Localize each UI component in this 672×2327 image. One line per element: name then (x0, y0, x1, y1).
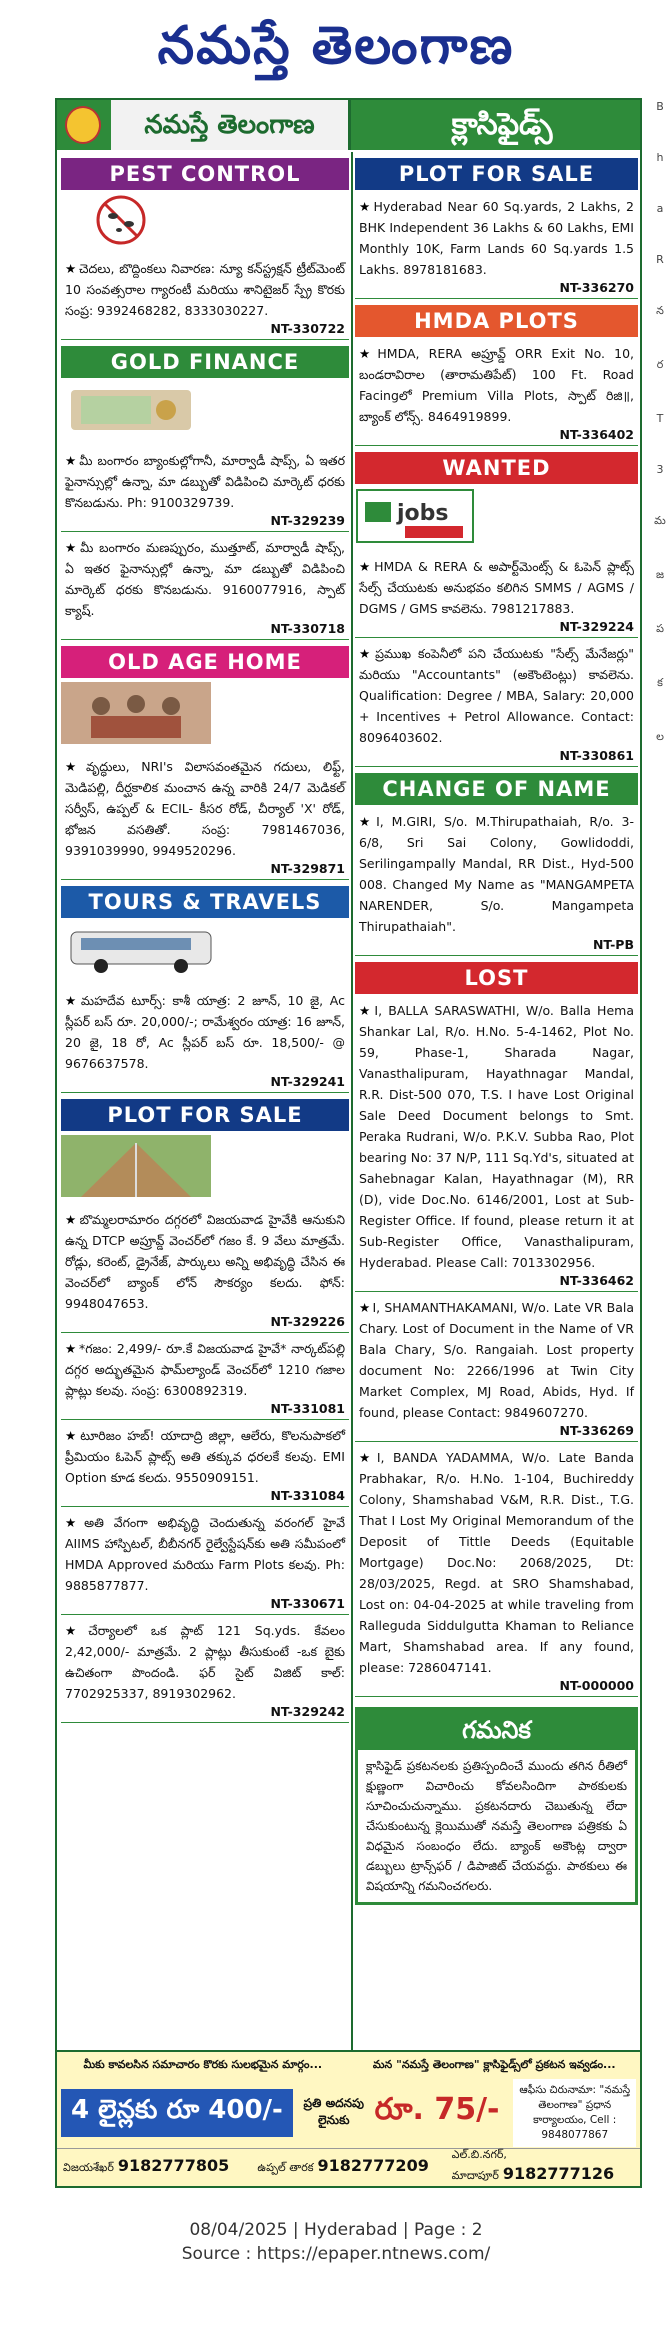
ad-reference: NT-329224 (355, 619, 638, 638)
tariff-tagline-right: మన "నమస్తే తెలంగాణ" క్లాసిఫైడ్స్‌లో ప్రకటన ఇవ్వడం... (372, 2058, 616, 2071)
page-source-line: Source : https://epaper.ntnews.com/ (181, 2244, 491, 2264)
classified-ad (355, 194, 638, 280)
ad-text: Hyderabad Near 60 Sq.yards, 2 Lakhs, 2 BHK Independent 36 Lakhs & 60 Lakhs, EMI Monthly 10K, Farm Lands 60 Sq.yards 1.5 Lakhs. 8978181683. (359, 199, 634, 277)
ad-text: అతి వేగంగా అభివృద్ధి చెందుతున్న వరంగల్ హైవే AIIMS హాస్పిటల్, బీబీనగర్ రైల్వేస్టేషన్‌కు అతి సమీపంలో HMDA Approved మరియు Farm Plots కలవు. Ph: 9885877877. (65, 1515, 345, 1593)
classified-ad (61, 988, 349, 1074)
section-heading: CHANGE OF NAME (355, 773, 638, 805)
classified-ad (61, 1510, 349, 1596)
right-column (355, 152, 638, 1905)
edge-letter: R (656, 253, 664, 266)
ad-reference: NT-329871 (61, 861, 349, 880)
ad-reference: NT-330718 (61, 621, 349, 640)
star-icon: ★ (359, 1300, 371, 1315)
page-info (0, 2218, 672, 2266)
ad-reference: NT-331084 (61, 1488, 349, 1507)
ad-reference: NT-336402 (355, 427, 638, 446)
ad-reference: NT-000000 (355, 1678, 638, 1697)
section-heading: OLD AGE HOME (61, 646, 349, 678)
edge-letter: క (657, 676, 663, 689)
contact-2: ఉప్పల్ తారక 9182777209 (257, 2156, 429, 2175)
star-icon: ★ (359, 199, 372, 214)
section-heading: HMDA PLOTS (355, 305, 638, 337)
edge-letter: h (656, 151, 664, 164)
notice-text: క్లాసిఫైడ్ ప్రకటనలకు ప్రతిస్పందించే ముందు తగిన రీతిలో క్షుణ్ణంగా విచారించు కోవలసిందిగా పాఠకులకు సూచించుచున్నాము. ప్రకటనదారు చెబుతున్న లేదా చేసుకుంటున్న క్లెయిముతో నమస్తే తెలంగాణ పత్రికకు ఏ విధమైన సంబంధం లేదు. బ్యాంక్ అకౌంట్ల ద్వారా డబ్బులు ట్రాన్స్‌ఫర్ / డిపాజిట్ చేయవద్దు. పాఠకులు ఈ విషయాన్ని గమనించగలరు. (366, 1759, 627, 1893)
ad-text: I, M.GIRI, S/o. M.Thirupathaiah, R/o. 3-6/8, Sri Sai Colony, Gowlidoddi, Serilingampally Mandal, RR Dist., Hyd-500 008. Changed My Name as "MANGAMPETA NARENDER, S/o. Mangampeta Thirupathaiah". (359, 814, 634, 934)
section-heading: WANTED (355, 452, 638, 484)
notice-box (355, 1707, 638, 1905)
contact-3: ఎల్.బి.నగర్, మాదాపూర్ 9182777126 (451, 2148, 615, 2183)
classifieds-page (55, 98, 642, 2188)
column-divider (351, 152, 353, 2182)
edge-letter: జ (655, 568, 665, 581)
tariff-strip (57, 2050, 640, 2186)
section-banner (57, 100, 640, 150)
ad-reference: NT-336269 (355, 1423, 638, 1442)
star-icon: ★ (359, 1450, 375, 1465)
edge-letter: మ (654, 514, 666, 527)
masthead (0, 0, 672, 92)
page-date-line: 08/04/2025 | Hyderabad | Page : 2 (189, 2220, 483, 2240)
classified-ad (61, 256, 349, 321)
emblem-icon (65, 106, 101, 144)
money-icon (61, 382, 349, 442)
bus-photo (61, 922, 349, 982)
classified-ad (61, 1207, 349, 1314)
classified-ad (355, 1445, 638, 1678)
star-icon: ★ (359, 346, 376, 361)
ad-reference: NT-330861 (355, 748, 638, 767)
ad-text: *గజం: 2,499/- రూ.కే విజయవాడ హైవే* నార్కట్‌పల్లి దగ్గర అద్భుతమైన ఫామ్‌ల్యాండ్ వెంచర్‌లో 1210 గజాల ప్లాట్లు కలవు. సంప్ర: 6300892319. (65, 1341, 345, 1398)
svg-text:jobs: jobs (397, 501, 449, 526)
classified-ad (355, 641, 638, 748)
ad-text: చేర్యాలలో ఒక ప్లాట్ 121 Sq.yds. కేవలం 2,42,000/- మాత్రమే. 2 ప్లాట్లు తీసుకుంటే -ఒక బైకు ఉచితంగా పొందండి. ఫర్ సైట్ విజిట్ కాల్: 7702925337, 8919302962. (65, 1623, 345, 1701)
classified-ad (355, 554, 638, 619)
ad-text: బొమ్మలరామారం దగ్గరలో విజయవాడ హైవేకి ఆనుకుని ఉన్న DTCP అప్రూవ్డ్ వెంచర్‌లో గజం కే. 9 వేలు మాత్రమే. రోడ్లు, కరెంట్, డ్రైనేజ్, పార్కులు అన్ని అభివృద్ధి చేసిన ఈ వెంచర్‌లో బ్యాంక్ లోన్ సౌకర్యం కలదు. ఫోన్: 9948047653. (65, 1212, 345, 1311)
classified-ad (61, 1423, 349, 1488)
classified-ad (61, 754, 349, 861)
ad-reference: NT-329226 (61, 1314, 349, 1333)
jobs-logo (355, 488, 638, 548)
star-icon: ★ (65, 1515, 83, 1530)
star-icon: ★ (65, 1428, 79, 1443)
section-heading: GOLD FINANCE (61, 346, 349, 378)
edge-letter: a (656, 202, 664, 215)
star-icon: ★ (359, 559, 373, 574)
ad-text: వృద్ధులు, NRI's విలాసవంతమైన గదులు, లిఫ్ట్, మెడిపల్లి, దీర్ఘకాలిక మంచాన ఉన్న వారికి 24/7 మెడికల్ సర్వీస్, ఉప్పల్ & ECIL- కీసర రోడ్, చీర్యాల్ 'X' రోడ్, భోజన వసతితో. సంప్ర: 7981467036, 9391039990, 9949520296. (65, 759, 345, 858)
left-column (61, 152, 349, 1726)
ad-text: టూరిజం హబ్! యాదాద్రి జిల్లా, ఆలేరు, కొలనుపాకలో ప్రీమియం ఓపెన్ ప్లాట్స్ అతి తక్కువ ధరలకే కలవు. EMI Option కూడ కలదు. 9550909151. (65, 1428, 345, 1485)
ad-reference: NT-330722 (61, 321, 349, 340)
ad-text: HMDA, RERA అప్రూవ్డ్ ORR Exit No. 10, బండరావిరాల (తారామతిపేట్) 100 Ft. Road Facingలో Premium Villa Plots, స్పాట్ రిజి॥, బ్యాంక్ లోన్స్. 8464919899. (359, 346, 634, 424)
ad-text: మీ బంగారం బ్యాంకుల్లోగానీ, మార్వాడీ షాప్స్, ఏ ఇతర ఫైనాన్సుల్లో ఉన్నా, మా డబ్బుతో విడిపించి మార్కెట్ ధరకు కొనబడును. Ph: 9100329739. (65, 453, 345, 510)
pest-icon (61, 194, 349, 250)
ad-reference: NT-329242 (61, 1704, 349, 1723)
ad-reference: NT-336270 (355, 280, 638, 299)
tariff-extra-line: ప్రతి అదనపు లైనుకు (303, 2096, 365, 2127)
classified-ad (61, 1336, 349, 1401)
ad-text: చెదలు, బొద్దింకలు నివారణ: న్యూ కన్‌స్ట్రక్షన్ ట్రీట్‌మెంట్ 10 సంవత్సరాల గ్యారంటీ మరియు శానిటైజర్ స్ప్రే కొరకు సంప్ర: 9392468282, 8333030227. (65, 261, 345, 318)
ad-text: I, SHAMANTHAKAMANI, W/o. Late VR Bala Chary. Lost of Document in the Name of VR Bala Chary, S/o. Rangaiah. Lost property document No: 2266/1996 at Twin City Market Complex, MJ Road, Abids, Hyd. If found, please Contact: 9849607270. (359, 1300, 634, 1420)
star-icon: ★ (65, 1212, 78, 1227)
section-heading: LOST (355, 962, 638, 994)
banner-section-title: క్లాసిఫైడ్స్ (451, 107, 553, 142)
newspaper-logo: నమస్తే తెలంగాణ (157, 15, 515, 76)
star-icon: ★ (359, 1003, 373, 1018)
tariff-tagline-left: మీకు కావలసిన సమాచారం కొరకు సులభమైన మార్గం... (83, 2058, 323, 2071)
ad-reference: NT-331081 (61, 1401, 349, 1420)
ad-reference: NT-PB (355, 937, 638, 956)
star-icon: ★ (65, 759, 84, 774)
tariff-price: రూ. 75/- (374, 2092, 500, 2127)
ad-reference: NT-329239 (61, 513, 349, 532)
adjacent-page-edge (648, 100, 672, 2180)
star-icon: ★ (65, 1623, 87, 1638)
tariff-offer: 4 లైన్లకు రూ 400/- (61, 2089, 293, 2137)
section-heading: PEST CONTROL (61, 158, 349, 190)
ad-text: ప్రముఖ కంపెనీలో పని చేయుటకు "సేల్స్ మేనేజర్లు" మరియు "Accountants" (అకౌంటెంట్లు) కావలెను. Qualification: Degree / MBA, Salary: 20,000 + Incentives + Petrol Allowance. Contact: 8096403602. (359, 646, 634, 745)
ad-text: HMDA & RERA & అపార్ట్‌మెంట్స్ & ఓపెన్ ప్లాట్స్ సేల్స్ చేయుటకు అనుభవం కలిగిన SMMS / AGMS / DGMS / GMS కావలెను. 7981217883. (359, 559, 634, 616)
classified-ad (355, 341, 638, 427)
ad-text: మీ బంగారం మణప్పురం, ముత్తూట్, మార్వాడీ షాప్స్, ఏ ఇతర ఫైనాన్సుల్లో ఉన్నా, మా డబ్బుతో విడిపించి మార్కెట్ ధరకు కొనబడును. 9160077916, స్పాట్ క్యాష్. (65, 540, 345, 618)
star-icon: ★ (65, 540, 79, 555)
edge-letter: ర (656, 358, 664, 371)
ad-reference: NT-336462 (355, 1273, 638, 1292)
classified-ad (355, 809, 638, 937)
classified-ad (355, 998, 638, 1273)
classified-ad (61, 448, 349, 513)
ad-text: I, BALLA SARASWATHI, W/o. Balla Hema Shankar Lal, R/o. H.No. 5-4-1462, Plot No. 59, Phase-1, Sharada Nagar, Vanasthalipuram, Hayathnagar Mandal, R.R. Dist-500 070, T.S. I have Lost Original Sale Deed Document belongs to Smt. Peraka Rudrani, W/o. P.K.V. Subba Rao, Plot bearing No: 37 N/P, 111 Sq.Yd's, situated at Sahebnagar Kalan, Hayathnagar (M), RR (D), vide Doc.No. 6146/2001, Lost at Sub-Register Office. If found, please return it at Sub-Register Office, Vanasthalipuram, Hyderabad. Please Call: 7013302956. (359, 1003, 634, 1270)
section-heading: PLOT FOR SALE (61, 1099, 349, 1131)
edge-letter: T (656, 412, 664, 425)
classified-ad (61, 1618, 349, 1704)
star-icon: ★ (65, 993, 79, 1008)
star-icon: ★ (359, 646, 374, 661)
edge-letter: 3 (656, 463, 664, 476)
ad-reference: NT-329241 (61, 1074, 349, 1093)
notice-heading: గమనిక (358, 1710, 635, 1750)
star-icon: ★ (65, 261, 77, 276)
star-icon: ★ (65, 1341, 77, 1356)
ad-text: మహదేవ టూర్స్: కాశీ యాత్ర: 2 జూన్, 10 జై, Ac స్లీపర్ బస్ రూ. 20,000/-; రామేశ్వరం యాత్ర: 16 జూన్, 20 జై, 18 రో, Ac స్లీపర్ బస్ రూ. 18,500/- @ 9676637578. (65, 993, 345, 1071)
edge-letter: B (656, 100, 664, 113)
star-icon: ★ (359, 814, 375, 829)
edge-letter: ప (656, 622, 664, 635)
banner-paper-name: నమస్తే తెలంగాణ (111, 100, 351, 150)
ad-reference: NT-330671 (61, 1596, 349, 1615)
old-age-home-photo (61, 682, 349, 748)
section-heading: PLOT FOR SALE (355, 158, 638, 190)
classified-ad (355, 1295, 638, 1423)
office-address: ఆఫీసు చిరునామా: "నమస్తే తెలంగాణ" ప్రధాన కార్యాలయం, Cell : 9848077867 (513, 2079, 636, 2147)
ad-text: I, BANDA YADAMMA, W/o. Late Banda Prabhakar, R/o. H.No. 1-104, Buchireddy Colony, Shamshabad V&M, R.R. Dist., T.G. That I Lost My Original Memorandum of the Deposit of Tittle Deeds (Equitable Mortgage) Doc.No: 2068/2025, Dt: 28/03/2025, Regd. at SRO Shamshabad, Lost on: 04-04-2025 at while traveling from Ralleguda Siddulgutta Khaman to Reliance Mart, Shamshabad area. If any found, please: 7286047141. (359, 1450, 634, 1675)
section-heading: TOURS & TRAVELS (61, 886, 349, 918)
edge-letter: న (656, 304, 664, 317)
classified-ad (61, 535, 349, 621)
edge-letter: ల (656, 730, 664, 743)
star-icon: ★ (65, 453, 78, 468)
plots-photo (61, 1135, 349, 1201)
contact-1: విజయశేఖర్ 9182777805 (63, 2156, 230, 2175)
